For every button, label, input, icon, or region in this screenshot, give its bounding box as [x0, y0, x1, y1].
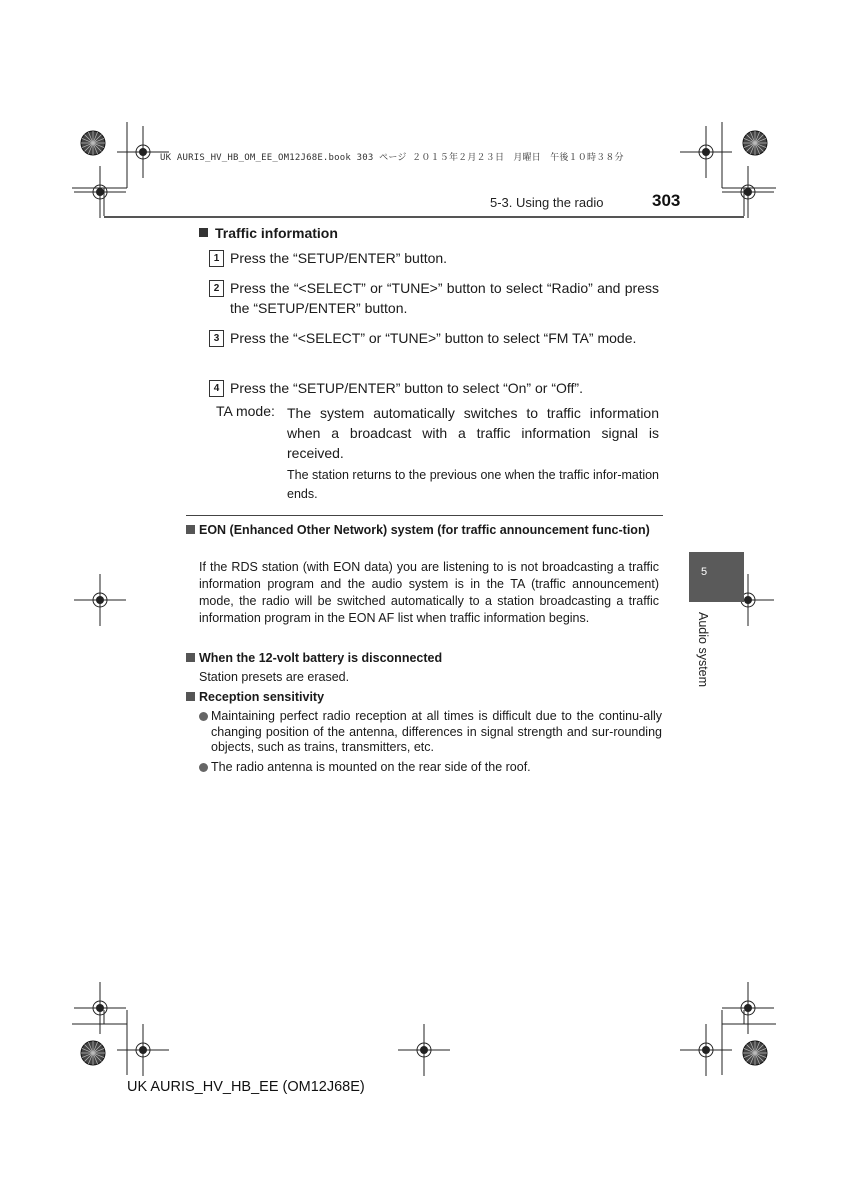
- section-divider: [186, 515, 663, 516]
- step-number: 3: [209, 330, 224, 347]
- footer-code: UK AURIS_HV_HB_EE (OM12J68E): [127, 1079, 365, 1095]
- bullet-text: Maintaining perfect radio reception at all times is difficult due to the continu-ally changing position of the antenna, differences in signal strength and sur-rounding objects, such as trains, transmitters, etc.: [211, 709, 662, 754]
- step-text: Press the “SETUP/ENTER” button.: [230, 250, 448, 266]
- step-number: 2: [209, 280, 224, 297]
- chapter-tab: [689, 552, 744, 602]
- square-bullet-icon: [186, 525, 195, 534]
- traffic-info-title: [199, 225, 338, 241]
- square-bullet-icon: [186, 653, 195, 662]
- chapter-number: 5: [701, 566, 708, 578]
- step-number: 1: [209, 250, 224, 267]
- bullet-dot-icon: [199, 712, 208, 721]
- reception-bullet-2: [199, 760, 662, 776]
- ta-mode-note: The station returns to the previous one when the traffic infor-mation ends.: [287, 468, 659, 501]
- ta-mode-description: The system automatically switches to traffic information when a broadcast with a traffic information signal is received.: [287, 405, 659, 461]
- section-header: 5-3. Using the radio: [490, 195, 604, 210]
- square-bullet-icon: [199, 228, 208, 237]
- print-info: UK AURIS_HV_HB_OM_EE_OM12J68E.book 303 ページ ２０１５年２月２３日 月曜日 午後１０時３８分: [160, 153, 624, 163]
- reception-title: [186, 689, 664, 706]
- step-4: [209, 378, 659, 398]
- header-rule: [104, 216, 744, 218]
- page-number: 303: [652, 191, 681, 210]
- step-text: Press the “<SELECT” or “TUNE>” button to select “Radio” and press the “SETUP/ENTER” button.: [230, 280, 659, 316]
- traffic-info-title-text: Traffic information: [215, 225, 338, 241]
- eon-body: If the RDS station (with EON data) you are listening to is not broadcasting a traffic information program and the audio system is in the TA (traffic announcement) mode, the radio will be switched automatically to a station broadcasting a traffic information program in the EON AF list when traffic information begins.: [199, 560, 659, 625]
- battery-title: [186, 650, 664, 667]
- step-number: 4: [209, 380, 224, 397]
- step-2: [209, 278, 659, 318]
- battery-body: Station presets are erased.: [199, 670, 350, 684]
- chapter-label: Audio system: [696, 612, 710, 688]
- bullet-dot-icon: [199, 763, 208, 772]
- eon-title-text: EON (Enhanced Other Network) system (for traffic announcement func-tion): [199, 523, 650, 537]
- step-text: Press the “<SELECT” or “TUNE>” button to select “FM TA” mode.: [230, 330, 637, 346]
- bullet-text: The radio antenna is mounted on the rear side of the roof.: [211, 760, 531, 774]
- step-3: [209, 328, 659, 348]
- reception-bullet-1: [199, 709, 662, 756]
- battery-title-text: When the 12-volt battery is disconnected: [199, 651, 443, 665]
- step-text: Press the “SETUP/ENTER” button to select “On” or “Off”.: [230, 380, 583, 396]
- eon-title: [186, 522, 664, 539]
- step-1: [209, 248, 659, 268]
- reception-title-text: Reception sensitivity: [199, 690, 325, 704]
- ta-mode-label: TA mode:: [216, 403, 275, 419]
- square-bullet-icon: [186, 692, 195, 701]
